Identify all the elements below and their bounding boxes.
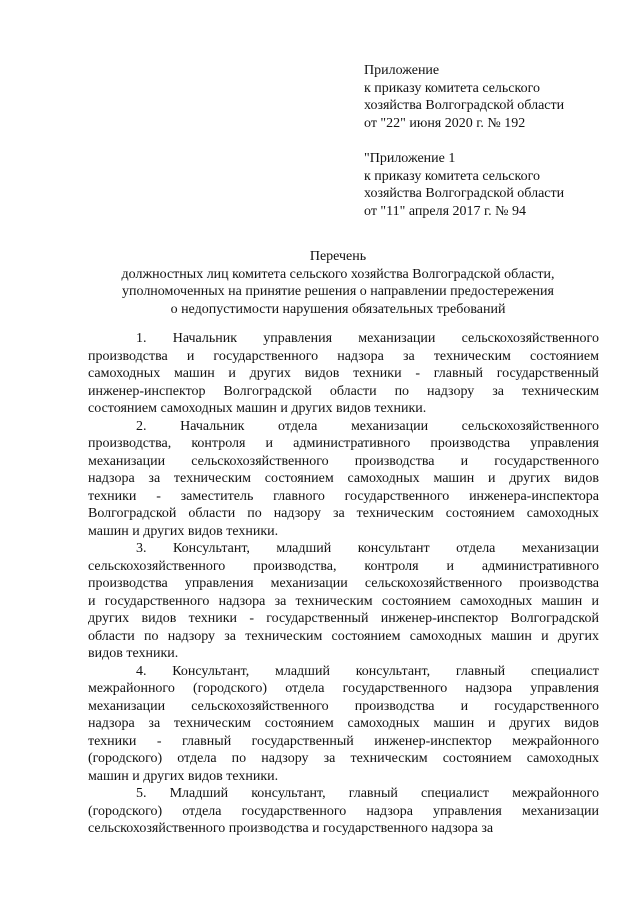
appendix-line: "Приложение 1 xyxy=(364,151,456,166)
item-line: механизации сельскохозяйственного производства и государственного xyxy=(88,453,599,469)
item-line: видов техники. xyxy=(88,646,179,661)
item-line: 1. Начальник управления механизации сельскохозяйственного xyxy=(136,331,599,346)
document-body xyxy=(88,330,599,838)
list-item xyxy=(88,418,599,541)
appendix-original-header xyxy=(364,150,614,220)
item-line: (городского) отдела государственного надзора управления механизации xyxy=(88,803,599,819)
item-line: машин и других видов техники. xyxy=(88,523,279,539)
title-subtitle-line: должностных лиц комитета сельского хозяйства Волгоградской области, xyxy=(121,266,555,282)
title-subtitle-line: о недопустимости нарушения обязательных требований xyxy=(170,301,506,317)
appendix-line: к приказу комитета сельского xyxy=(364,168,541,184)
appendix-line: Приложение xyxy=(364,63,440,78)
item-line: надзора за техническим состоянием самоходных машин и других видов xyxy=(88,716,599,731)
item-line: 5. Младший консультант, главный специалист межрайонного xyxy=(136,786,599,801)
item-line: техники - заместитель главного государственного инженера-инспектора xyxy=(88,488,599,504)
appendix-line: от "22" июня 2020 г. № 192 xyxy=(364,115,526,131)
item-line: самоходных машин и других видов техники - главный государственный xyxy=(88,366,599,381)
item-line: области по надзору за техническим состоянием самоходных машин и других xyxy=(88,628,599,644)
list-item xyxy=(88,330,599,418)
list-item xyxy=(88,785,599,838)
list-item xyxy=(88,540,599,663)
title-subtitle-line: уполномоченных на принятие решения о направлении предостережения xyxy=(122,284,554,299)
title-heading: Перечень xyxy=(309,249,367,264)
item-line: производства управления механизации сельскохозяйственного производства xyxy=(88,576,599,591)
item-line: механизации сельскохозяйственного производства и государственного xyxy=(88,698,599,714)
appendix-line: хозяйства Волгоградской области xyxy=(364,186,565,201)
item-line: машин и других видов техники. xyxy=(88,768,279,784)
appendix-current-header xyxy=(364,62,614,132)
list-item xyxy=(88,663,599,786)
item-line: 2. Начальник отдела механизации сельскохозяйственного xyxy=(136,418,599,434)
item-line: 3. Консультант, младший консультант отдела механизации xyxy=(136,541,599,556)
item-line: межрайонного (городского) отдела государственного надзора управления xyxy=(88,681,599,696)
item-line: других видов техники - государственный инженер-инспектор Волгоградской xyxy=(88,611,599,626)
item-line: надзора за техническим состоянием самоходных машин и других видов xyxy=(88,471,599,486)
item-line: сельскохозяйственного производства и государственного надзора за xyxy=(88,821,494,836)
item-line: 4. Консультант, младший консультант, главный специалист xyxy=(136,663,599,679)
appendix-line: к приказу комитета сельского xyxy=(364,80,541,96)
appendix-line: от "11" апреля 2017 г. № 94 xyxy=(364,203,527,219)
item-line: техники - главный государственный инженер-инспектор межрайонного xyxy=(88,733,599,749)
item-line: производства и государственного надзора за техническим состоянием xyxy=(88,348,599,364)
appendix-line: хозяйства Волгоградской области xyxy=(364,98,565,113)
item-line: сельскохозяйственного производства, контроля и административного xyxy=(88,558,599,574)
item-line: Волгоградской области по надзору за техническим состоянием самоходных xyxy=(88,506,599,521)
document-title xyxy=(86,248,590,318)
item-line: (городского) отдела по надзору за техническим состоянием самоходных xyxy=(88,751,599,766)
item-line: инженер-инспектор Волгоградской области по надзору за техническим xyxy=(88,383,599,399)
item-line: состоянием самоходных машин и других видов техники. xyxy=(88,401,427,416)
item-line: производства, контроля и административного производства управления xyxy=(88,436,599,451)
item-line: и государственного надзора за техническим состоянием самоходных машин и xyxy=(88,593,599,609)
